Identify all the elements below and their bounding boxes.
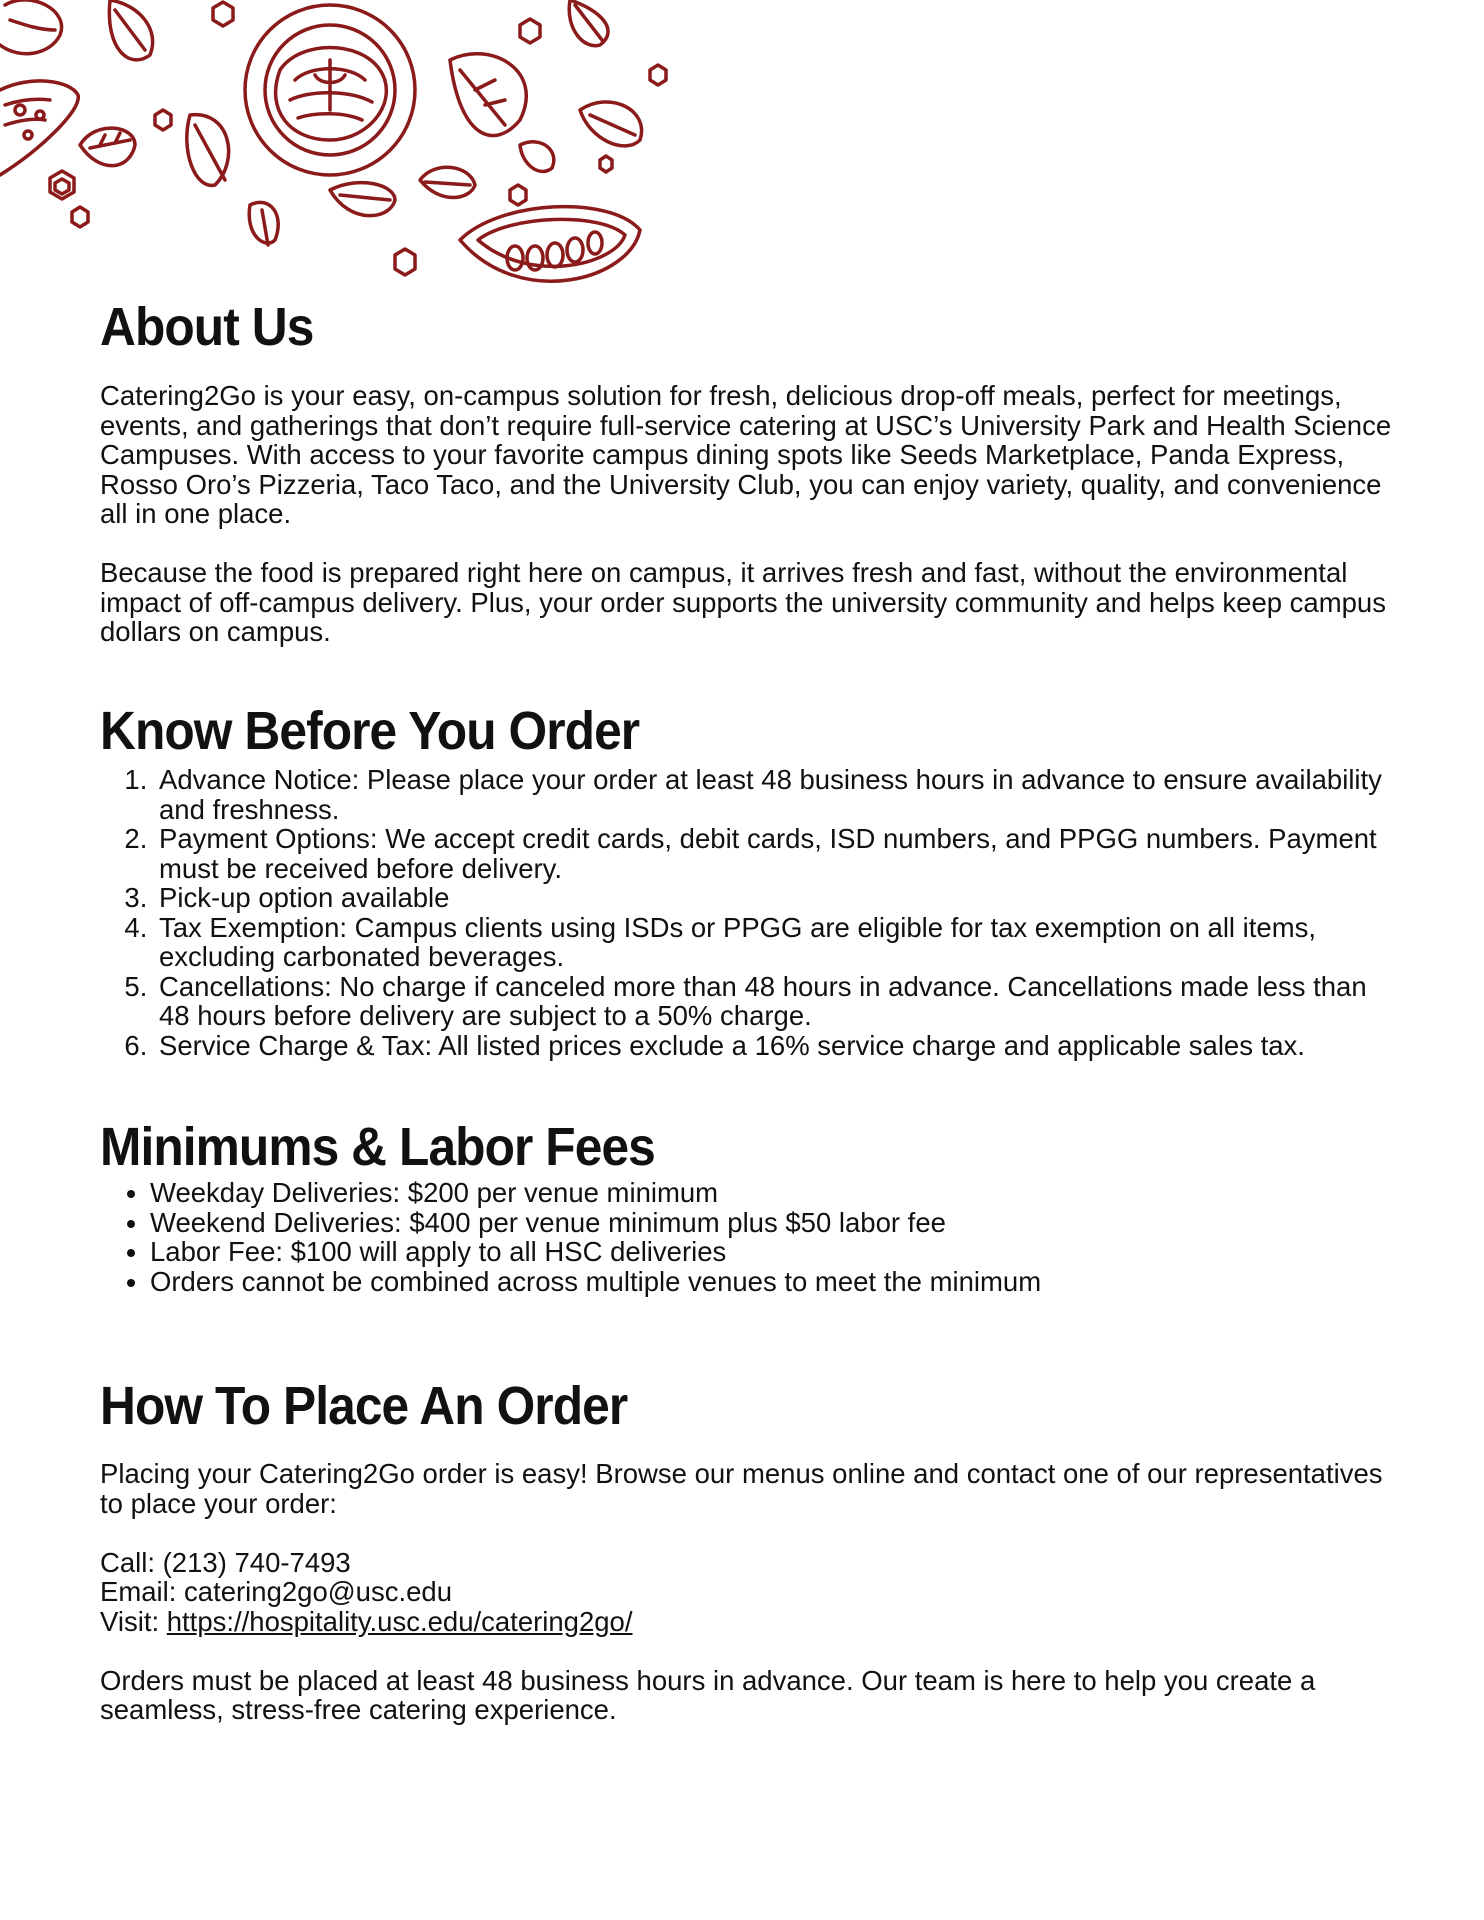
visit-link[interactable]: https://hospitality.usc.edu/catering2go/ bbox=[166, 1605, 633, 1637]
list-item: 6. Service Charge & Tax: All listed prices exclude a 16% service charge and applicable sales tax. bbox=[155, 1031, 1400, 1061]
list-item: 2. Payment Options: We accept credit cards, debit cards, ISD numbers, and PPGG numbers. Payment must be received before delivery. bbox=[155, 824, 1400, 883]
know-list-container bbox=[100, 765, 1400, 1060]
about-paragraph-1: Catering2Go is your easy, on-campus solution for fresh, delicious drop-off meals, perfect for meetings, events, and gatherings that don’t require full-service catering at USC’s University Park and Health Science Campuses. With access to your favorite campus dining spots like Seeds Marketplace, Panda Express, Rosso Oro’s Pizzeria, Taco Taco, and the University Club, you can enjoy variety, quality, and convenience all in one place. bbox=[100, 380, 1392, 529]
about-title: About Us bbox=[100, 297, 314, 357]
list-item: 3. Pick-up option available bbox=[155, 883, 1400, 913]
howto-intro: Placing your Catering2Go order is easy! Browse our menus online and contact one of our representatives to place your order: bbox=[100, 1458, 1383, 1519]
howto-title: How To Place An Order bbox=[100, 1376, 628, 1436]
list-item: • Weekday Deliveries: $200 per venue minimum bbox=[150, 1178, 1400, 1208]
know-list bbox=[100, 765, 1400, 1060]
howto-body bbox=[100, 1459, 1400, 1725]
about-section bbox=[100, 296, 1400, 358]
howto-closing: Orders must be placed at least 48 business hours in advance. Our team is here to help you create a seamless, stress-free catering experience. bbox=[100, 1664, 1316, 1725]
list-item: 1. Advance Notice: Please place your order at least 48 business hours in advance to ensure availability and freshness. bbox=[155, 765, 1400, 824]
know-title: Know Before You Order bbox=[100, 701, 640, 761]
list-item: 5. Cancellations: No charge if canceled more than 48 hours in advance. Cancellations made less than 48 hours before delivery are subject to a 50% charge. bbox=[155, 972, 1400, 1031]
list-item: • Orders cannot be combined across multiple venues to meet the minimum bbox=[150, 1267, 1400, 1297]
minimums-section bbox=[100, 1116, 1400, 1178]
list-item: • Weekend Deliveries: $400 per venue minimum plus $50 labor fee bbox=[150, 1208, 1400, 1238]
minimums-list bbox=[100, 1178, 1400, 1296]
list-item: 4. Tax Exemption: Campus clients using ISDs or PPGG are eligible for tax exemption on all items, excluding carbonated beverages. bbox=[155, 913, 1400, 972]
minimums-title: Minimums & Labor Fees bbox=[100, 1117, 655, 1177]
about-body bbox=[100, 381, 1400, 647]
contact-visit bbox=[100, 1607, 1400, 1637]
list-item: • Labor Fee: $100 will apply to all HSC deliveries bbox=[150, 1237, 1400, 1267]
visit-label: Visit: bbox=[100, 1605, 167, 1637]
know-section bbox=[100, 700, 1400, 762]
howto-section bbox=[100, 1375, 1400, 1437]
about-paragraph-2: Because the food is prepared right here on campus, it arrives fresh and fast, without the environmental impact of off-campus delivery. Plus, your order supports the university community and helps keep campus dollars on campus. bbox=[100, 557, 1386, 647]
food-illustration bbox=[0, 0, 670, 320]
minimums-list-container bbox=[100, 1178, 1400, 1296]
contact-email: Email: catering2go@usc.edu bbox=[100, 1576, 452, 1607]
contact-phone: Call: (213) 740-7493 bbox=[100, 1546, 351, 1578]
